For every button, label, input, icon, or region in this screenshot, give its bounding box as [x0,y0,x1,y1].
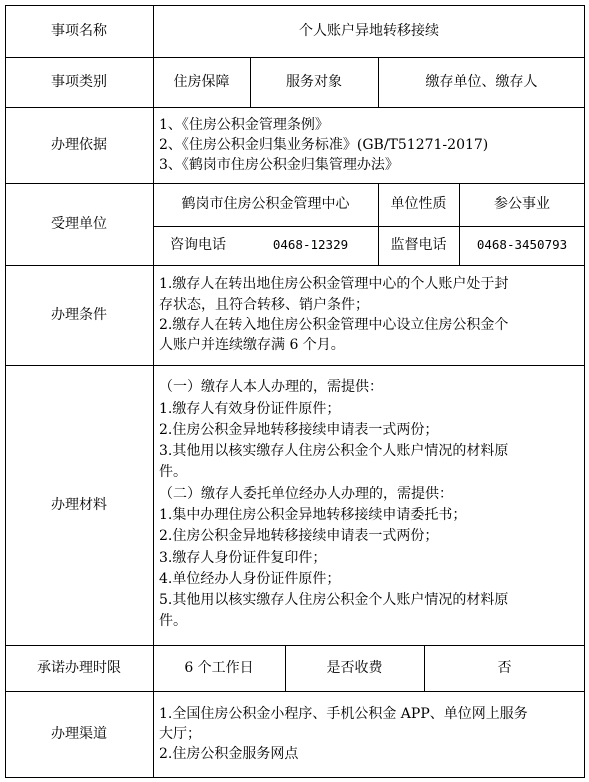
agency-nature-value: 参公事业 [494,196,550,213]
materials-line: 2.住房公积金异地转移接续申请表一式两份； [159,528,439,545]
time-limit-label: 承诺办理时限 [37,659,121,676]
service-target-label: 服务对象 [286,73,342,90]
materials-line: 件。 [159,464,187,481]
materials-label: 办理材料 [51,496,107,513]
agency-name: 鹤岗市住房公积金管理中心 [181,196,350,213]
materials-line: 3.缴存人身份证件复印件； [159,549,327,566]
materials-line: 4.单位经办人身份证件原件； [159,570,341,587]
channels-label: 办理渠道 [51,725,107,742]
conditions-line: 1.缴存人在转出地住房公积金管理中心的个人账户处于封 [159,276,509,293]
conditions-line: 2.缴存人在转入地住房公积金管理中心设立住房公积金个 [159,317,509,333]
item-category-label: 事项类别 [51,73,107,90]
materials-line: 2.住房公积金异地转移接续申请表一式两份； [159,421,439,438]
item-name-value: 个人账户异地转移接续 [299,22,439,39]
basis-line: 1、《住房公积金管理条例》 [159,116,329,133]
service-target-value: 缴存单位、缴存人 [425,73,538,90]
basis-line: 3、《鹤岗市住房公积金归集管理办法》 [159,157,399,174]
fee-label: 是否收费 [326,659,383,676]
basis-line: 2、《住房公积金归集业务标准》(GB/T51271-2017) [159,136,489,153]
consult-phone-value: 0468-12329 [272,237,349,253]
agency-label: 受理单位 [51,215,107,232]
channels-line: 大厅； [159,725,201,742]
supervise-phone-value: 0468-3450793 [476,237,568,253]
conditions-line: 存状态，且符合转移、销户条件； [159,296,369,313]
channels-line: 1.全国住房公积金小程序、手机公积金 APP、单位网上服务 [159,705,528,722]
service-info-table [5,5,585,778]
materials-line: 5.其他用以核实缴存人住房公积金个人账户情况的材料原 [159,592,509,609]
item-category-value: 住房保障 [173,73,230,90]
materials-line: 件。 [159,613,187,630]
materials-list [153,365,585,645]
channels-line: 2.住房公积金服务网点 [159,746,299,763]
item-name-label: 事项名称 [51,22,107,39]
basis-label: 办理依据 [51,136,107,153]
channels-list [153,691,585,777]
supervise-phone-label: 监督电话 [390,237,447,254]
agency-nature-label: 单位性质 [390,196,447,213]
conditions-list [153,265,585,365]
materials-line: （一）缴存人本人办理的，需提供： [159,379,383,396]
conditions-label: 办理条件 [51,306,107,323]
consult-phone-label: 咨询电话 [170,237,226,254]
materials-line: 3.其他用以核实缴存人住房公积金个人账户情况的材料原 [159,443,509,460]
time-limit-value: 6 个工作日 [184,659,254,676]
materials-line: （二）缴存人委托单位经办人办理的，需提供： [159,485,453,502]
fee-value: 否 [497,659,512,676]
conditions-line: 人账户并连续缴存满 6 个月。 [159,337,345,354]
basis-list [153,107,585,183]
materials-line: 1.集中办理住房公积金异地转移接续申请委托书； [159,507,467,523]
materials-line: 1.缴存人有效身份证件原件； [159,400,341,417]
